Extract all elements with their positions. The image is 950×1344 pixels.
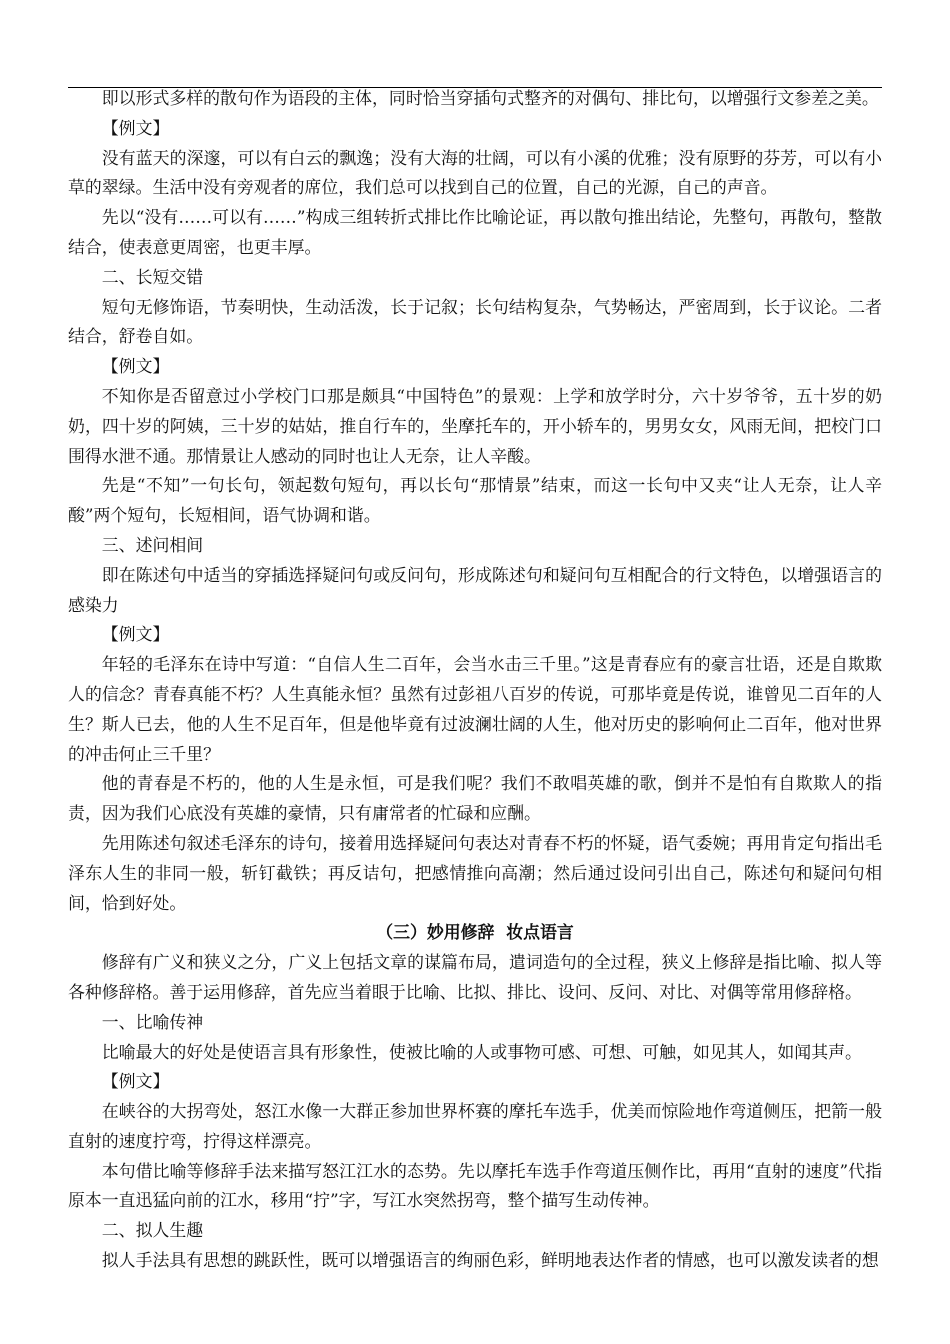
example-label: 【例文】 [101,624,170,645]
paragraph: 在峡谷的大拐弯处，怒江水像一大群正参加世界杯赛的摩托车选手，优美而惊险地作弯道侧压，把箭一般直射的速度拧弯，拧得这样漂亮。 [68,1101,882,1151]
example-label: 【例文】 [101,1071,170,1092]
paragraph: 即以形式多样的散句作为语段的主体，同时恰当穿插句式整齐的对偶句、排比句，以增强行文参差之美。 [101,88,879,108]
paragraph: 不知你是否留意过小学校门口那是颇具“中国特色”的景观：上学和放学时分，六十岁爷爷，五十岁的奶奶，四十岁的阿姨，三十岁的姑姑，推自行车的，坐摩托车的，开小轿车的，男男女女，风雨无间，把校门口围得水泄不通。那情景让人感动的同时也让人无奈，让人辛酸。 [68,385,882,466]
paragraph: 先以“没有……可以有……”构成三组转折式排比作比喻论证，再以散句推出结论，先整句，再散句，整散结合，使表意更周密，也更丰厚。 [68,207,882,257]
paragraph: 短句无修饰语，节奏明快，生动活泼，长于记叙；长句结构复杂，气势畅达，严密周到，长于议论。二者结合，舒卷自如。 [68,296,882,347]
paragraph: 比喻最大的好处是使语言具有形象性，使被比喻的人或事物可感、可想、可触，如见其人，如闻其声。 [101,1041,862,1062]
document-body [68,84,882,1276]
paragraph: 本句借比喻等修辞手法来描写怒江江水的态势。先以摩托车选手作弯道压侧作比，再用“直射的速度”代指原本一直迅猛向前的江水，移用“拧”字，写江水突然拐弯，整个描写生动传神。 [68,1160,882,1211]
paragraph: 他的青春是不朽的，他的人生是永恒，可是我们呢？我们不敢唱英雄的歌，倒并不是怕有自欺欺人的指责，因为我们心底没有英雄的豪情，只有庸常者的忙碌和应酬。 [68,773,882,824]
subheading: 三、述问相间 [101,534,204,555]
paragraph: 年轻的毛泽东在诗中写道：“自信人生二百年，会当水击三千里。”这是青春应有的豪言壮语，还是自欺欺人的信念？青春真能不朽？人生真能永恒？虽然有过彭祖八百岁的传说，可那毕竟是传说，谁曾见二百年的人生？斯人已去，他的人生不足百年，但是他毕竟有过波澜壮阔的人生，他对历史的影响何止二百年，他对世界的冲击何止三千里？ [68,654,882,764]
paragraph: 没有蓝天的深邃，可以有白云的飘逸；没有大海的壮阔，可以有小溪的优雅；没有原野的芬芳，可以有小草的翠绿。生活中没有旁观者的席位，我们总可以找到自己的位置，自己的光源，自己的声音。 [68,147,882,198]
section-heading: （三）妙用修辞 妆点语言 [376,922,574,943]
paragraph: 先是“不知”一句长句，领起数句短句，再以长句“那情景”结束，而这一长句中又夹“让人无奈，让人辛酸”两个短句，长短相间，语气协调和谐。 [68,475,882,526]
paragraph: 拟人手法具有思想的跳跃性，既可以增强语言的绚丽色彩，鲜明地表达作者的情感，也可以激发读者的想 [101,1250,879,1271]
paragraph: 先用陈述句叙述毛泽东的诗句，接着用选择疑问句表达对青春不朽的怀疑，语气委婉；再用肯定句指出毛泽东人生的非同一般，斩钉截铁；再反诘句，把感情推向高潮；然后通过设问引出自己，陈述句和疑问句相间，恰到好处。 [68,832,882,913]
subheading: 一、比喻传神 [101,1011,204,1032]
subheading: 二、拟人生趣 [101,1220,204,1241]
paragraph: 即在陈述句中适当的穿插选择疑问句或反问句，形成陈述句和疑问句互相配合的行文特色，以增强语言的感染力 [68,564,882,615]
example-label: 【例文】 [101,356,170,377]
paragraph: 修辞有广义和狭义之分，广义上包括文章的谋篇布局，遣词造句的全过程，狭义上修辞是指比喻、拟人等各种修辞格。善于运用修辞，首先应当着眼于比喻、比拟、排比、设问、反问、对比、对偶等常用修辞格。 [68,952,882,1002]
subheading: 二、长短交错 [101,266,204,287]
example-label: 【例文】 [101,117,170,138]
